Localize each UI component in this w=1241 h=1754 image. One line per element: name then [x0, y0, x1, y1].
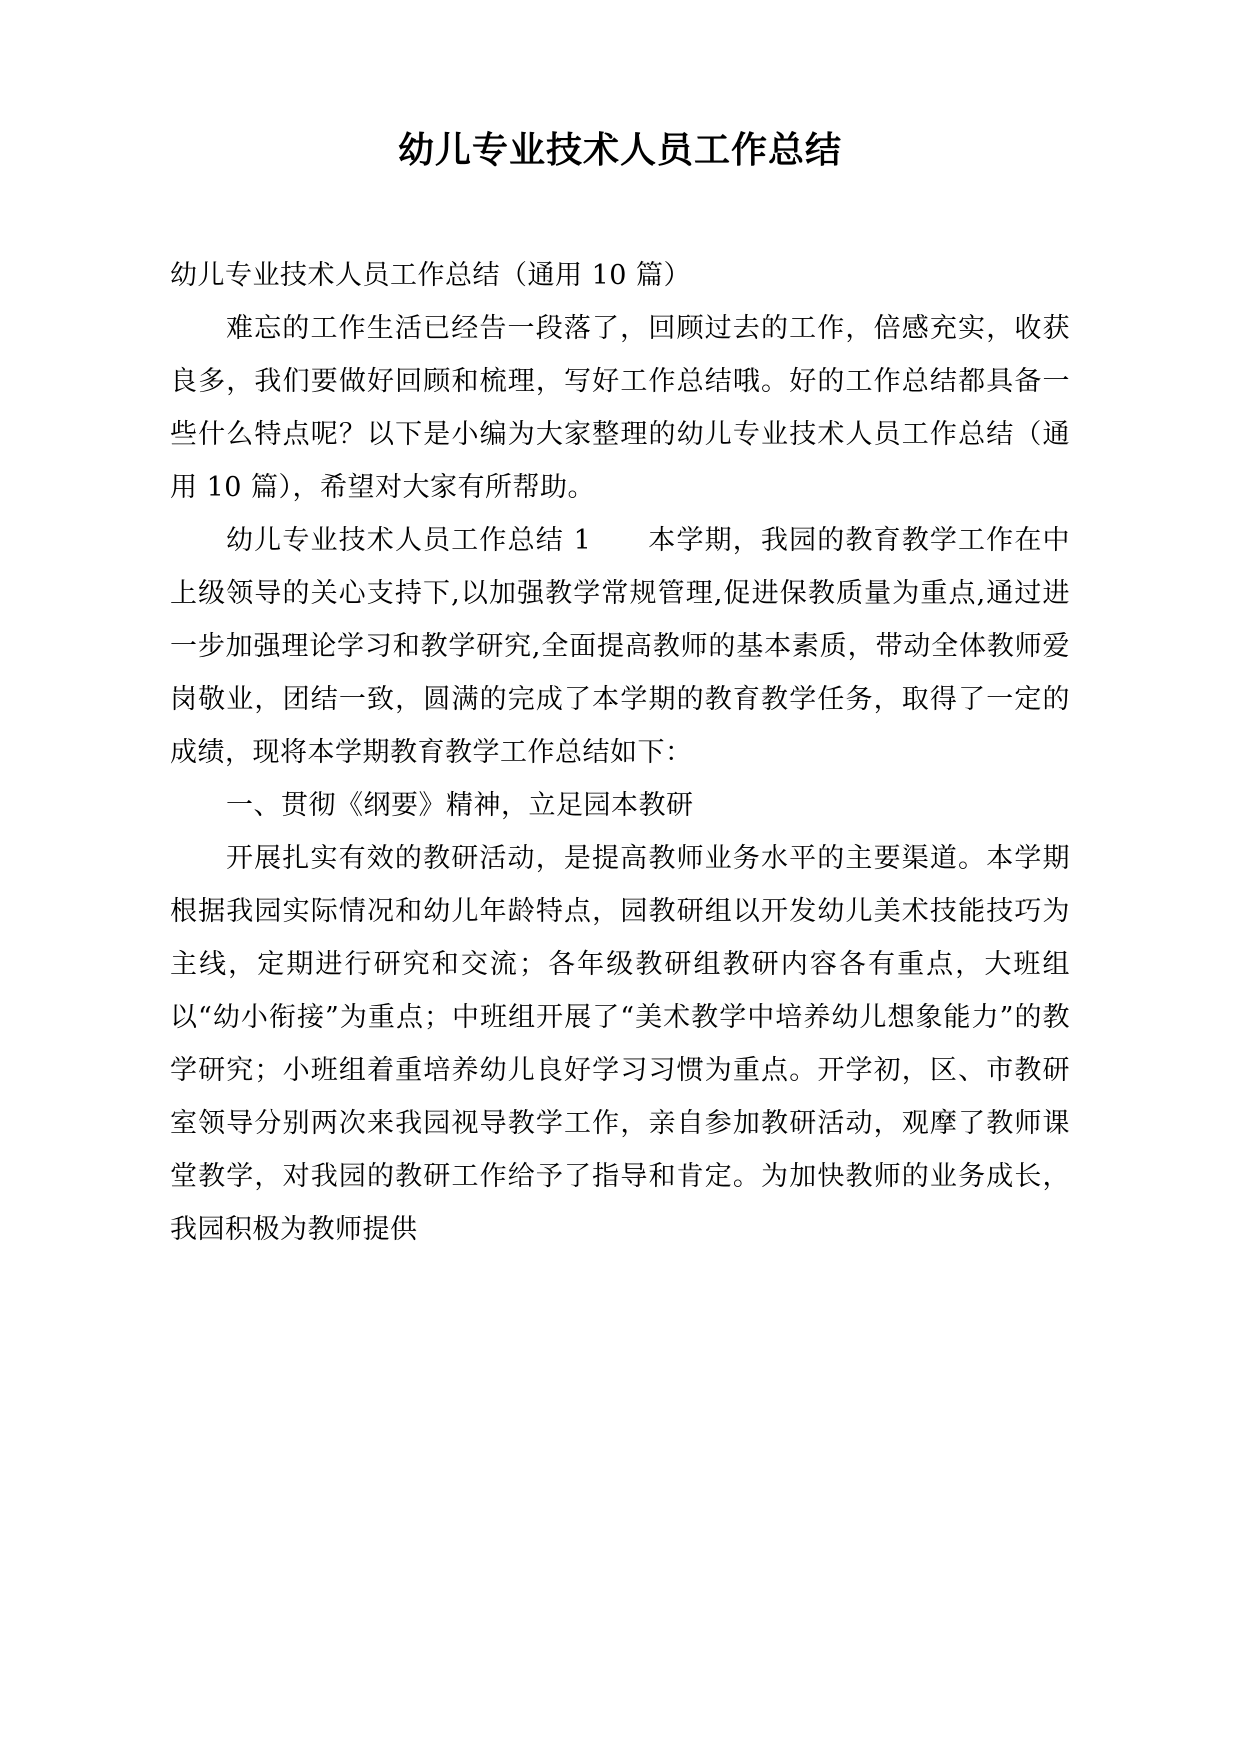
page-title: 幼儿专业技术人员工作总结 [397, 130, 842, 171]
paragraph-section-1-detail: 开展扎实有效的教研活动，是提高教师业务水平的主要渠道。本学期根据我园实际情况和幼儿年龄特点，园教研组以开发幼儿美术技能技巧为主线，定期进行研究和交流；各年级教研组教研内容各有重点，大班组以“幼小衔接”为重点；中班组开展了“美术教学中培养幼儿想象能力”的教学研究；小班组着重培养幼儿良好学习习惯为重点。开学初，区、市教研室领导分别两次来我园视导教学工作，亲自参加教研活动，观摩了教师课堂教学，对我园的教研工作给予了指导和肯定。为加快教师的业务成长，我园积极为教师提供 [170, 842, 1070, 1245]
document-body [170, 249, 1070, 1256]
paragraph-intro: 难忘的工作生活已经告一段落了，回顾过去的工作，倍感充实，收获良多，我们要做好回顾和梳理，写好工作总结哦。好的工作总结都具备一些什么特点呢？以下是小编为大家整理的幼儿专业技术人员工作总结（通用 10 篇），希望对大家有所帮助。 [170, 312, 1070, 503]
paragraph-heading-1: 一、贯彻《纲要》精神，立足园本教研 [226, 789, 694, 821]
paragraph-subtitle: 幼儿专业技术人员工作总结（通用 10 篇） [170, 259, 692, 291]
document-content [170, 0, 1070, 1256]
paragraph-section-1-body: 幼儿专业技术人员工作总结 1 本学期，我园的教育教学工作在中上级领导的关心支持下,以加强教学常规管理,促进保教质量为重点,通过进一步加强理论学习和教学研究,全面提高教师的基本素质，带动全体教师爱岗敬业，团结一致，圆满的完成了本学期的教育教学任务，取得了一定的成绩，现将本学期教育教学工作总结如下： [170, 524, 1070, 768]
